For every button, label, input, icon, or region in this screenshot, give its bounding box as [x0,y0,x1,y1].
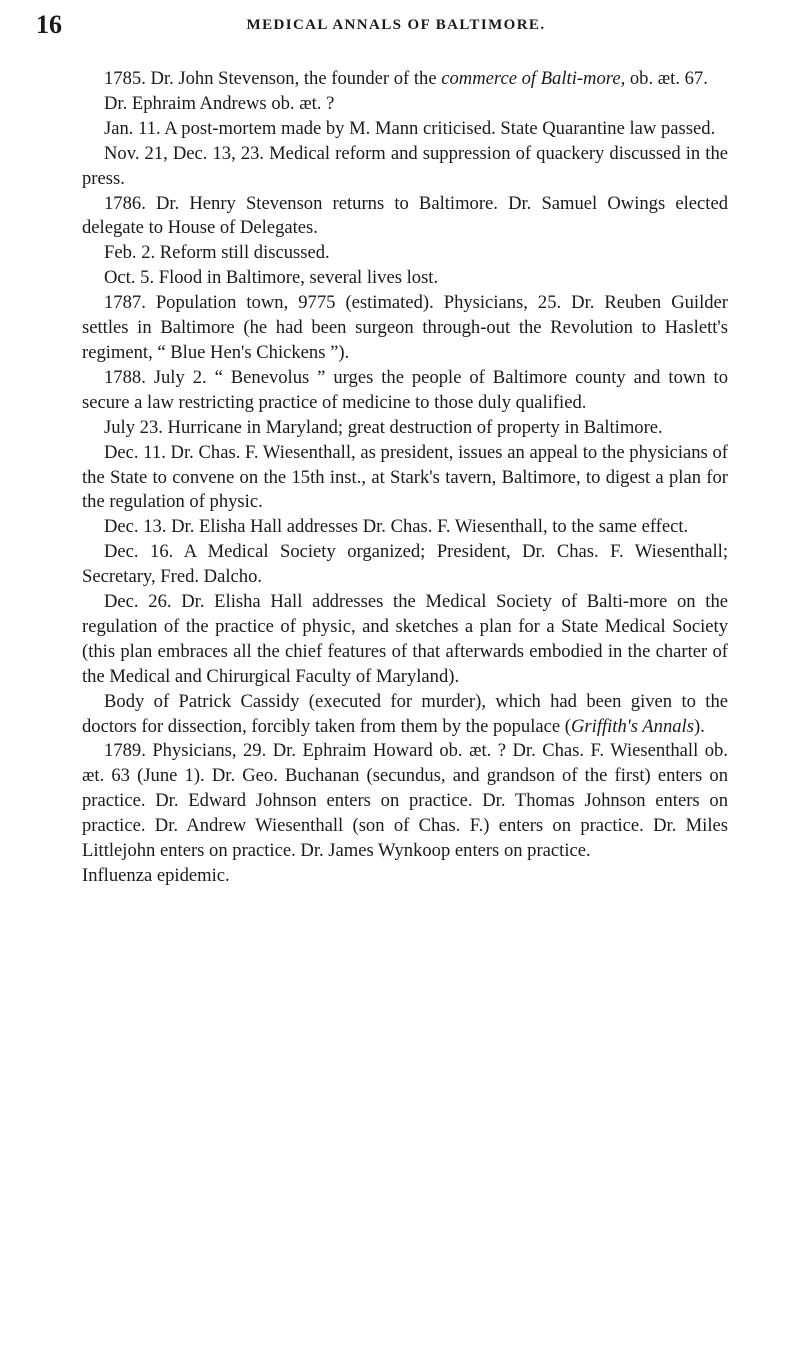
entry-dec-16: Dec. 16. A Medical Society organized; President, Dr. Chas. F. Wiesenthall; Secretary, Fred. Dalcho. [82,541,728,588]
italic-title: Griffith's Annals [570,715,694,737]
entry-oct-5: Oct. 5. Flood in Baltimore, several lives lost. [104,267,439,289]
entry-1785-stevenson: 1785. Dr. John Stevenson, the founder of the commerce of Balti-more, ob. æt. 67. [104,68,708,89]
running-title: MEDICAL ANNALS OF BALTIMORE. [246,17,546,33]
entry-feb-2: Feb. 2. Reform still discussed. [104,242,330,264]
entry-july-23: July 23. Hurricane in Maryland; great destruction of property in Baltimore. [104,416,663,438]
entry-nov-dec: Nov. 21, Dec. 13, 23. Medical reform and suppression of quackery discussed in the press. [82,142,728,189]
running-head [36,10,756,42]
entry-influenza: Influenza epidemic. [82,865,230,886]
entry-dec-11: Dec. 11. Dr. Chas. F. Wiesenthall, as president, issues an appeal to the physicians of the State to convene on the 15th inst., at Stark's tavern, Baltimore, to digest a plan for the regulation of physic. [82,441,728,513]
entry-1789: 1789. Physicians, 29. Dr. Ephraim Howard ob. æt. ? Dr. Chas. F. Wiesenthall ob. æt. 63 (June 1). Dr. Geo. Buchanan (secundus, and grandson of the first) enters on practice. Dr. Edward Johnson enters on practice. Dr. Thomas Johnson enters on practice. Dr. Andrew Wiesenthall (son of Chas. F.) enters on practice. Dr. Miles Littlejohn enters on practice. Dr. James Wynkoop enters on practice. [82,740,728,862]
entry-1786: 1786. Dr. Henry Stevenson returns to Baltimore. Dr. Samuel Owings elected delegate to House of Delegates. [82,192,728,239]
italic-title: commerce of Balti-more, [441,68,626,89]
entry-andrews: Dr. Ephraim Andrews ob. æt. ? [104,92,335,114]
entry-dec-13: Dec. 13. Dr. Elisha Hall addresses Dr. Chas. F. Wiesenthall, to the same effect. [104,516,689,538]
entry-jan-11: Jan. 11. A post-mortem made by M. Mann criticised. State Quarantine law passed. [104,117,716,139]
entry-cassidy: Body of Patrick Cassidy (executed for murder), which had been given to the doctors for dissection, forcibly taken from them by the populace (Griffith's Annals). [82,690,728,737]
entry-1788-july-2: 1788. July 2. “ Benevolus ” urges the people of Baltimore county and town to secure a law restricting practice of medicine to those duly qualified. [82,366,728,413]
entry-dec-26: Dec. 26. Dr. Elisha Hall addresses the Medical Society of Balti-more on the regulation of the practice of physic, and sketches a plan for a State Medical Society (this plan embraces all the chief features of that afterwards embodied in the charter of the Medical and Chirurgical Faculty of Maryland). [82,591,728,687]
chronology-text [82,67,728,889]
page-number: 16 [36,10,62,39]
entry-1787: 1787. Population town, 9775 (estimated). Physicians, 25. Dr. Reuben Guilder settles in Baltimore (he had been surgeon through-out the Revolution to Haslett's regiment, “ Blue Hen's Chickens ”). [82,292,728,363]
